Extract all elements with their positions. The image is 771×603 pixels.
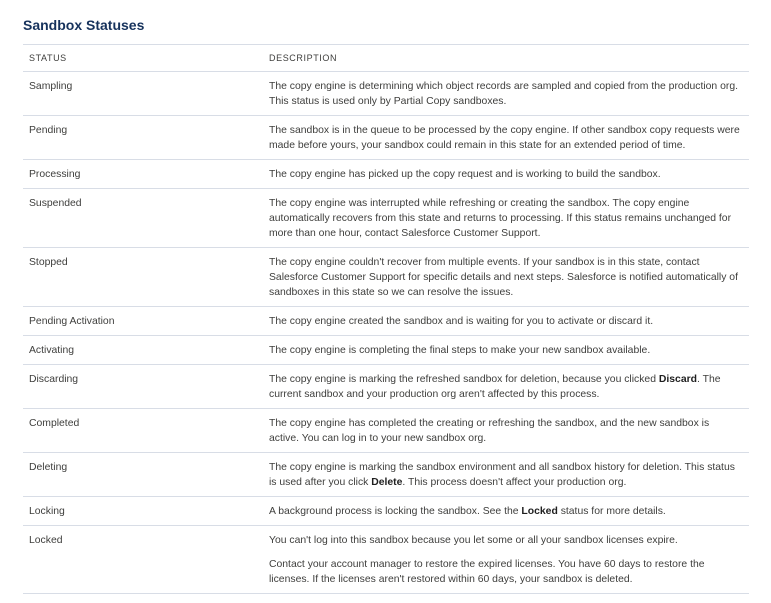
- description-cell: [263, 497, 749, 526]
- description-paragraph: [269, 123, 741, 153]
- table-row: [23, 453, 749, 497]
- description-paragraph: [269, 343, 741, 358]
- status-cell: Activating: [23, 336, 263, 365]
- description-paragraph: [269, 372, 741, 402]
- table-row: [23, 336, 749, 365]
- description-paragraph: [269, 533, 741, 548]
- table-row: [23, 409, 749, 453]
- description-paragraph: [269, 557, 741, 587]
- table-row: [23, 72, 749, 116]
- description-cell: [263, 336, 749, 365]
- description-text: The copy engine is marking the refreshed sandbox for deletion, because you clicked: [269, 374, 659, 385]
- description-cell: [263, 365, 749, 409]
- status-cell: Processing: [23, 160, 263, 189]
- description-cell: [263, 189, 749, 248]
- status-cell: Stopped: [23, 248, 263, 307]
- status-cell: Sampling: [23, 72, 263, 116]
- description-paragraph: [269, 416, 741, 446]
- description-text: status for more details.: [557, 506, 666, 517]
- page-title: Sandbox Statuses: [23, 17, 145, 33]
- description-paragraph: [269, 79, 741, 109]
- description-text: The copy engine has picked up the copy request and is working to build the sandbox.: [269, 169, 661, 180]
- description-paragraph: [269, 314, 741, 329]
- table-row: [23, 526, 749, 594]
- status-cell: Discarding: [23, 365, 263, 409]
- description-text: The copy engine has completed the creating or refreshing the sandbox, and the new sandbox is active. You can log in to your new sandbox org.: [269, 418, 710, 444]
- table-body: [23, 72, 749, 594]
- table-row: [23, 189, 749, 248]
- description-paragraph: [269, 196, 741, 241]
- description-cell: [263, 453, 749, 497]
- description-paragraph: [269, 255, 741, 300]
- status-cell: Locked: [23, 526, 263, 594]
- table-row: [23, 160, 749, 189]
- description-text: The copy engine is marking the sandbox environment and all sandbox history for deletion. This status is used after you click: [269, 462, 735, 488]
- description-text: The copy engine is completing the final steps to make your new sandbox available.: [269, 345, 651, 356]
- description-cell: [263, 307, 749, 336]
- column-header-status: STATUS: [23, 45, 263, 72]
- description-text: . The current sandbox and your production org aren't affected by this process.: [269, 374, 721, 400]
- ui-term-label: Delete: [371, 477, 403, 488]
- description-cell: [263, 409, 749, 453]
- description-text: A background process is locking the sandbox. See the: [269, 506, 522, 517]
- description-cell: [263, 116, 749, 160]
- status-cell: Suspended: [23, 189, 263, 248]
- description-paragraph: [269, 460, 741, 490]
- description-paragraph: [269, 504, 741, 519]
- status-table: [23, 44, 749, 594]
- description-text: You can't log into this sandbox because you let some or all your sandbox licenses expire.: [269, 535, 678, 546]
- description-cell: [263, 72, 749, 116]
- status-cell: Locking: [23, 497, 263, 526]
- table-row: [23, 497, 749, 526]
- table-row: [23, 116, 749, 160]
- description-text: The copy engine was interrupted while refreshing or creating the sandbox. The copy engine automatically recovers from this state and returns to processing. If this status remains unchanged for more than one hour, contact Salesforce Customer Support.: [269, 198, 732, 239]
- ui-term-label: Locked: [521, 506, 558, 517]
- description-text: The sandbox is in the queue to be processed by the copy engine. If other sandbox copy requests were made before yours, your sandbox could remain in this state for an extended period of time.: [269, 125, 740, 151]
- description-text: The copy engine is determining which object records are sampled and copied from the production org. This status is used only by Partial Copy sandboxes.: [269, 81, 738, 107]
- status-cell: Pending Activation: [23, 307, 263, 336]
- description-paragraph: [269, 167, 741, 182]
- ui-term-label: Discard: [658, 374, 698, 385]
- status-cell: Deleting: [23, 453, 263, 497]
- table-header: [23, 45, 749, 72]
- table-row: [23, 307, 749, 336]
- table-row: [23, 248, 749, 307]
- status-cell: Completed: [23, 409, 263, 453]
- description-text: . This process doesn't affect your production org.: [402, 477, 627, 488]
- description-text: Contact your account manager to restore the expired licenses. You have 60 days to restore the licenses. If the licenses aren't restored within 60 days, your sandbox is deleted.: [269, 559, 705, 585]
- description-text: The copy engine created the sandbox and is waiting for you to activate or discard it.: [269, 316, 654, 327]
- status-cell: Pending: [23, 116, 263, 160]
- description-cell: [263, 160, 749, 189]
- table-row: [23, 365, 749, 409]
- header-row: [23, 45, 749, 72]
- column-header-description: DESCRIPTION: [263, 45, 749, 72]
- description-text: The copy engine couldn't recover from multiple events. If your sandbox is in this state, contact Salesforce Customer Support for specific details and next steps. Salesforce is notified automatically of sandboxes in this state so we can resolve the issues.: [269, 257, 738, 298]
- description-cell: [263, 526, 749, 594]
- description-cell: [263, 248, 749, 307]
